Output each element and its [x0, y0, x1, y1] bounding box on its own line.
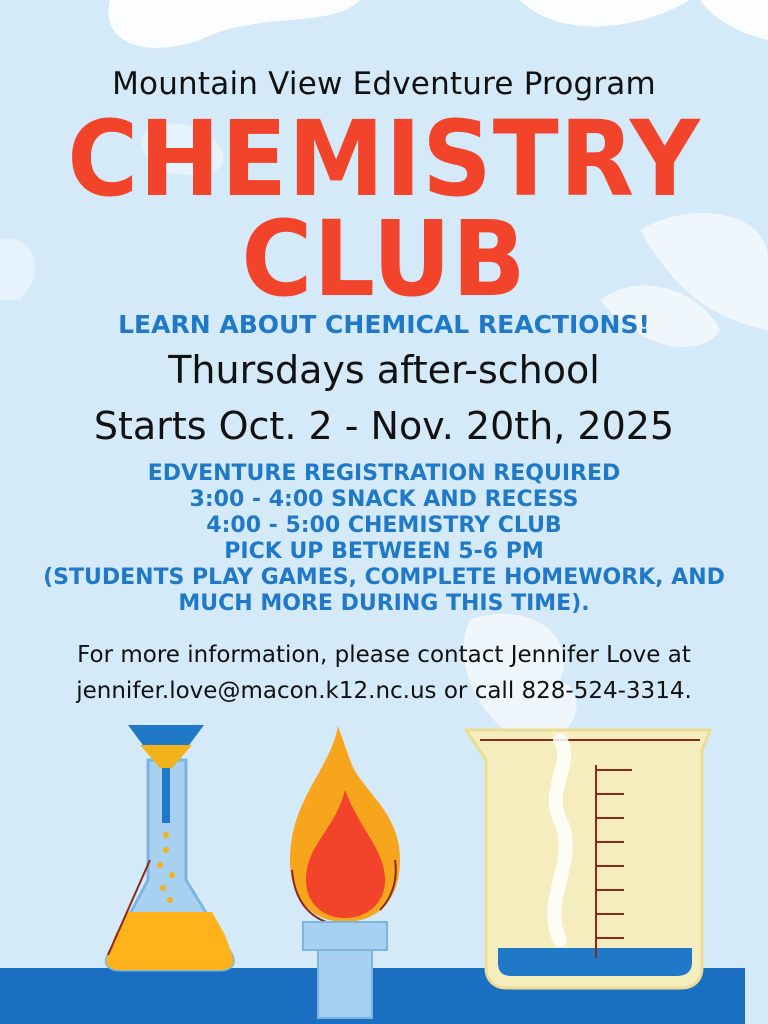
details-block	[0, 461, 768, 617]
detail-line: (STUDENTS PLAY GAMES, COMPLETE HOMEWORK, AND	[43, 565, 725, 590]
detail-line: 4:00 - 5:00 CHEMISTRY CLUB	[206, 513, 562, 538]
detail-line: 3:00 - 4:00 SNACK AND RECESS	[189, 487, 579, 512]
contact-line-2[interactable]: jennifer.love@macon.k12.nc.us or call 828-524-3314.	[76, 678, 692, 704]
title-line-2: CLUB	[241, 198, 527, 320]
detail-line: EDVENTURE REGISTRATION REQUIRED	[147, 461, 621, 486]
detail-line: MUCH MORE DURING THIS TIME).	[178, 591, 590, 616]
contact-info	[0, 637, 768, 709]
title-line-1: CHEMISTRY	[67, 98, 701, 220]
detail-line: PICK UP BETWEEN 5-6 PM	[224, 539, 544, 564]
beaker-icon	[466, 730, 710, 988]
program-name: Mountain View Edventure Program	[112, 66, 656, 102]
schedule-day: Thursdays after-school	[168, 348, 600, 392]
contact-line-1: For more information, please contact Jennifer Love at	[77, 642, 691, 668]
schedule-dates: Starts Oct. 2 - Nov. 20th, 2025	[93, 404, 675, 448]
flask-with-funnel-icon	[106, 725, 233, 970]
tagline: LEARN ABOUT CHEMICAL REACTIONS!	[118, 310, 650, 339]
